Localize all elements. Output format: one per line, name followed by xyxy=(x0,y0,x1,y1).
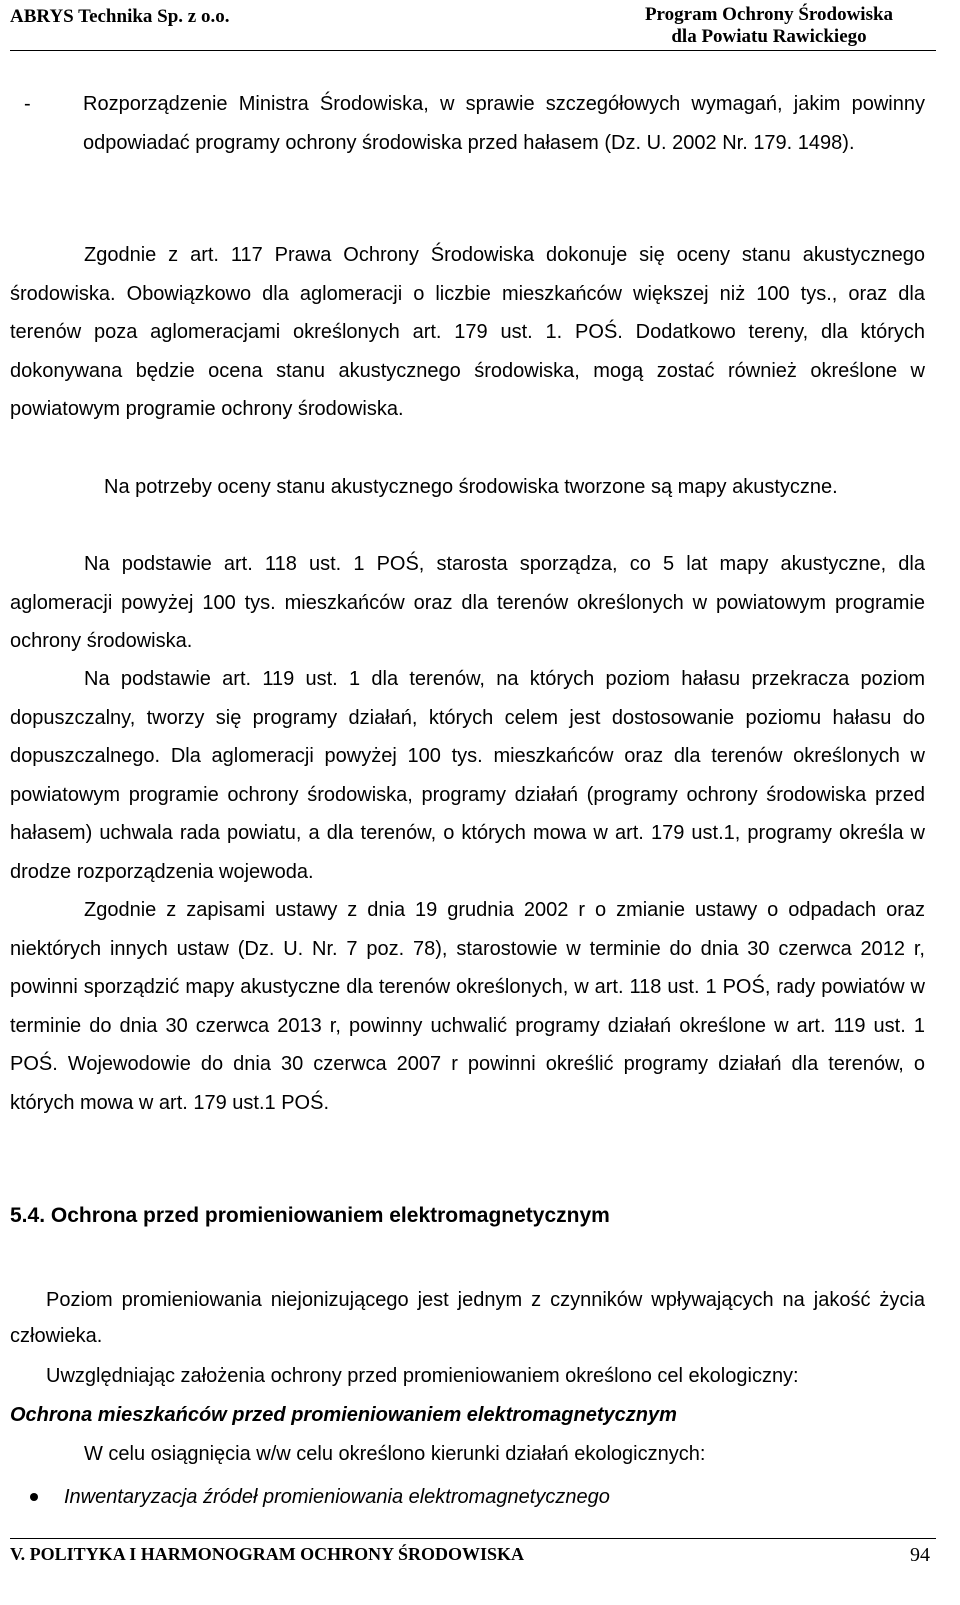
footer-divider xyxy=(10,1538,936,1539)
ecological-goal-text: Ochrona mieszkańców przed promieniowaniem elektromagnetycznym xyxy=(10,1404,677,1426)
section-heading: 5.4. Ochrona przed promieniowaniem elektromagnetycznym xyxy=(10,1204,610,1227)
paragraph-radiation-level: Poziom promieniowania niejonizującego jest jednym z czynników wpływających na jakość życia człowieka. xyxy=(10,1289,925,1347)
paragraph-action-directions: W celu osiągnięcia w/w celu określono kierunki działań ekologicznych: xyxy=(84,1443,706,1465)
header-title-line1: Program Ochrony Środowiska xyxy=(644,4,894,25)
header-company: ABRYS Technika Sp. z o.o. xyxy=(10,6,230,27)
dash-item-text: Rozporządzenie Ministra Środowiska, w sprawie szczegółowych wymagań, jakim powinny odpowiadać programy ochrony środowiska przed hałasem (Dz. U. 2002 Nr. 179. 1498). xyxy=(83,93,925,154)
paragraph-deadlines: Zgodnie z zapisami ustawy z dnia 19 grudnia 2002 r o zmianie ustawy o odpadach oraz niektórych innych ustaw (Dz. U. Nr. 7 poz. 78), starostowie w terminie do dnia 30 czerwca 2012 r, powinni sporządzić mapy akustyczne dla terenów określonych, w art. 118 ust. 1 POŚ, rady powiatów w terminie do dnia 30 czerwca 2013 r, powinny uchwalić programy działań określone w art. 119 ust. 1 POŚ. Wojewodowie do dnia 30 czerwca 2007 r powinni określić programy działań dla terenów, o których mowa w art. 179 ust.1 POŚ. xyxy=(10,899,925,1114)
footer-chapter-title: V. POLITYKA I HARMONOGRAM OCHRONY ŚRODOWISKA xyxy=(10,1544,525,1564)
dash-marker: - xyxy=(24,93,31,115)
paragraph-ecological-goal: Uwzględniając założenia ochrony przed promieniowaniem określono cel ekologiczny: xyxy=(46,1365,799,1387)
header-divider xyxy=(10,50,936,51)
paragraph-art-118: Na podstawie art. 118 ust. 1 POŚ, starosta sporządza, co 5 lat mapy akustyczne, dla aglomeracji powyżej 100 tys. mieszkańców oraz dla terenów określonych w powiatowym programie ochrony środowiska. xyxy=(10,553,925,652)
paragraph-art-119: Na podstawie art. 119 ust. 1 dla terenów, na których poziom hałasu przekracza poziom dopuszczalny, tworzy się programy działań, których celem jest dostosowanie poziomu hałasu do dopuszczalnego. Dla aglomeracji powyżej 100 tys. mieszkańców oraz dla terenów określonych w powiatowym programie ochrony środowiska, programy działań (programy ochrony środowiska przed hałasem) uchwala rada powiatu, a dla terenów, o których mowa w art. 179 ust.1, programy określa w drodze rozporządzenia wojewoda. xyxy=(10,668,925,883)
header-title-line2: dla Powiatu Rawickiego xyxy=(671,26,867,47)
page-number: 94 xyxy=(910,1544,930,1566)
bullet-marker xyxy=(30,1493,38,1501)
bullet-list-item xyxy=(10,1480,925,1514)
bullet-item-text: Inwentaryzacja źródeł promieniowania elektromagnetycznego xyxy=(64,1486,610,1508)
paragraph-noise-assessment: Zgodnie z art. 117 Prawa Ochrony Środowiska dokonuje się oceny stanu akustycznego środowiska. Obowiązkowo dla aglomeracji o liczbie mieszkańców większej niż 100 tys., oraz dla terenów poza aglomeracjami określonych art. 179 ust. 1. POŚ. Dodatkowo tereny, dla których dokonywana będzie ocena stanu akustycznego środowiska, mogą zostać również określone w powiatowym programie ochrony środowiska. xyxy=(10,244,925,420)
dash-list-item xyxy=(10,85,925,162)
paragraph-acoustic-maps: Na potrzeby oceny stanu akustycznego środowiska tworzone są mapy akustyczne. xyxy=(104,476,838,498)
header-document-title xyxy=(604,4,934,48)
